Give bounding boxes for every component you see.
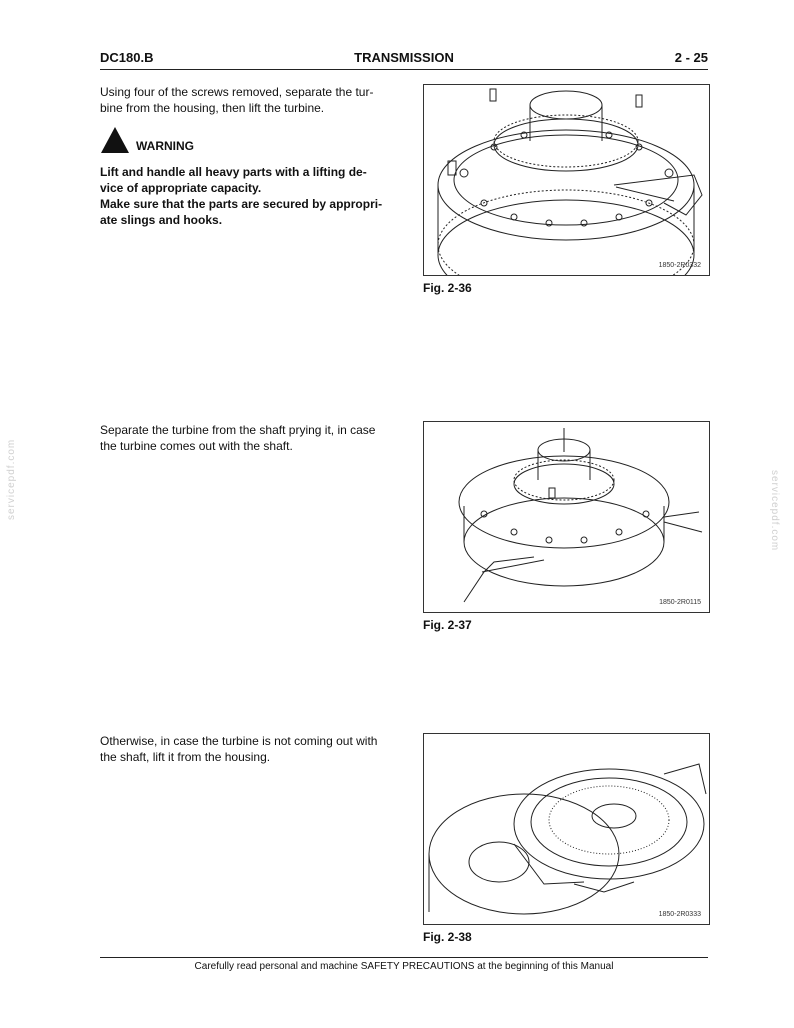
footer-rule (100, 957, 708, 958)
step2-text: Separate the turbine from the shaft prying it, in case the turbine comes out with the shaft. (100, 423, 376, 453)
figure-2-36 (423, 84, 710, 276)
figure-caption: Fig. 2-38 (423, 930, 472, 944)
figure-2-38 (423, 733, 710, 925)
watermark-right: servicepdf.com (769, 470, 780, 552)
turbine-prying-illustration (424, 422, 709, 612)
step3-text: Otherwise, in case the turbine is not coming out with the shaft, lift it from the housing. (100, 734, 378, 764)
turbine-lift-illustration (424, 734, 709, 924)
page-number: 2 - 25 (674, 50, 708, 65)
figure-caption: Fig. 2-36 (423, 281, 472, 295)
watermark-left: servicepdf.com (6, 438, 17, 520)
warning-text-lifting: Lift and handle all heavy parts with a lifting de-vice of appropriate capacity. (100, 165, 367, 195)
page-footer: Carefully read personal and machine SAFETY PRECAUTIONS at the beginning of this Manual (194, 961, 614, 972)
step1-text: Using four of the screws removed, separate the tur-bine from the housing, then lift the turbine. (100, 85, 374, 115)
figure-code: 1850-2R0333 (658, 911, 701, 918)
figure-code: 1850-2R0115 (659, 599, 701, 606)
turbine-housing-illustration (424, 85, 709, 275)
header-rule (100, 69, 708, 70)
figure-caption: Fig. 2-37 (423, 618, 472, 632)
figure-code: 1850-2R0332 (658, 262, 701, 269)
section-title: TRANSMISSION (354, 50, 454, 65)
warning-triangle-icon (100, 126, 130, 154)
warning-label: WARNING (136, 139, 194, 153)
page-header (100, 50, 708, 70)
warning-text-slings: Make sure that the parts are secured by appropri-ate slings and hooks. (100, 197, 383, 227)
figure-2-37 (423, 421, 710, 613)
model-code: DC180.B (100, 50, 154, 65)
